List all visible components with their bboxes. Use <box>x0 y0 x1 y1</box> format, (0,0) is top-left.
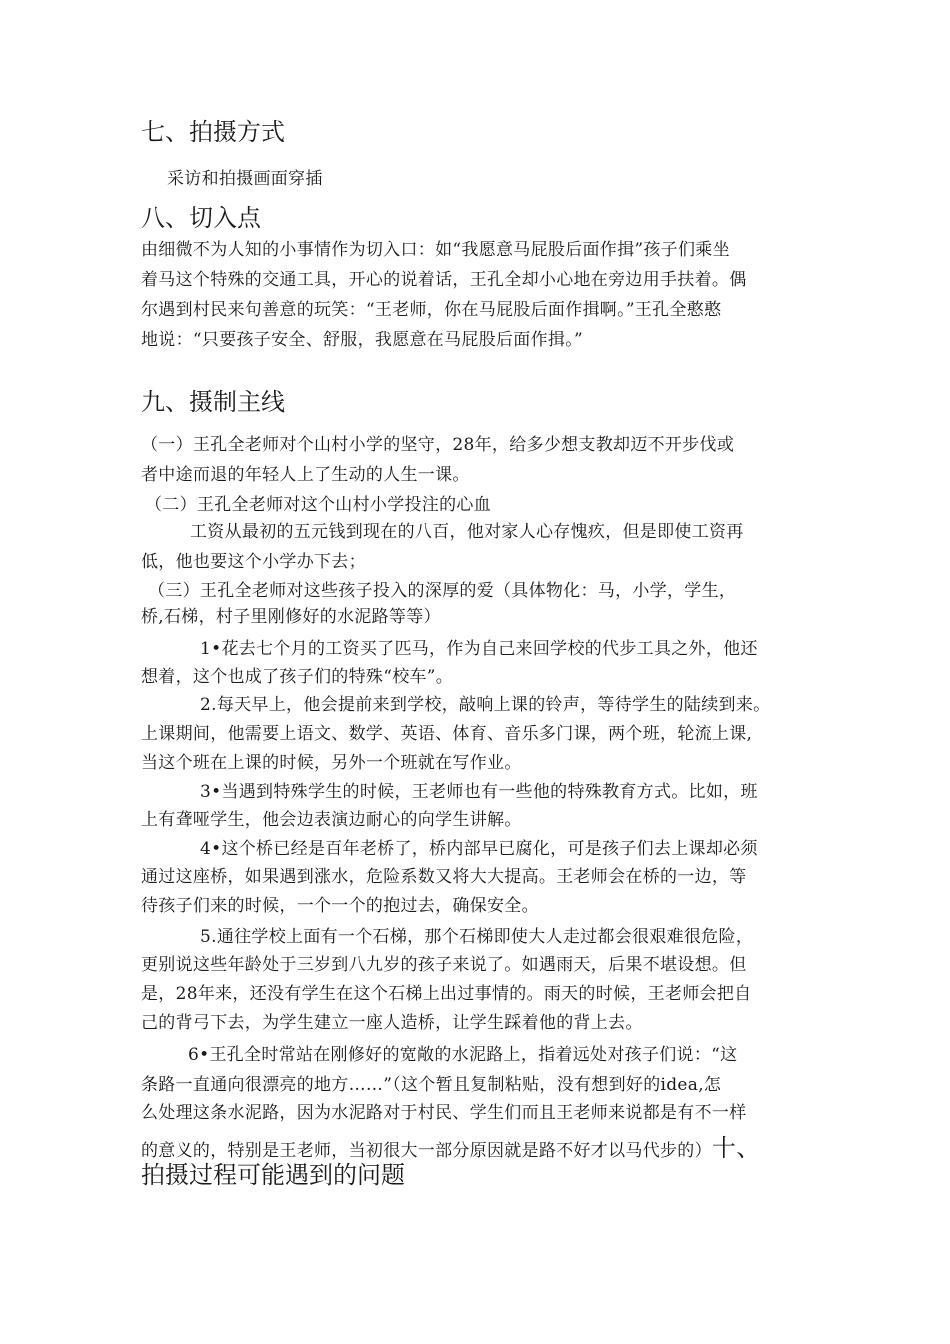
section-9-line: 己的背弓下去，为学生建立一座人造桥，让学生踩着他的背上去。 <box>141 1013 643 1033</box>
section-8-heading: 八、切入点 <box>141 204 261 232</box>
section-9-line: 想着，这个也成了孩子们的特殊“校车”。 <box>141 667 454 687</box>
section-9-line: 5.通往学校上面有一个石梯，那个石梯即使大人走过都会很艰难很危险， <box>200 927 754 947</box>
section-9-line: 的意义的，特别是王老师，当初很大一部分原因就是路不好才以马代步的） <box>141 1141 712 1161</box>
section-9-line: 上课期间，他需要上语文、数学、英语、体育、音乐多门课，两个班，轮流上课, <box>141 724 753 744</box>
section-10-heading-number: 十、 <box>711 1134 761 1162</box>
section-10-heading: 拍摄过程可能遇到的问题 <box>141 1161 405 1189</box>
section-9-line: 是，28年来，还没有学生在这个石梯上出过事情的。雨天的时候，王老师会把自 <box>141 984 752 1004</box>
section-9-line: 么处理这条水泥路，因为水泥路对于村民、学生们而且王老师来说都是有不一样 <box>141 1103 747 1123</box>
section-9-line: （二）王孔全老师对这个山村小学投注的心血 <box>145 495 491 515</box>
section-7-body: 采访和拍摄画面穿插 <box>167 169 323 189</box>
section-9-line: （一）王孔全老师对个山村小学的坚守，28年，给多少想支教却迈不开步伐或 <box>141 435 735 455</box>
section-9-line: 上有聋哑学生，他会边表演边耐心的向学生讲解。 <box>141 810 522 830</box>
section-9-line: 工资从最初的五元钱到现在的八百，他对家人心存愧疚，但是即使工资再 <box>190 522 744 542</box>
section-9-line: 3•当遇到特殊学生的时候，王老师也有一些他的特殊教育方式。比如，班 <box>200 782 758 802</box>
section-9-line: 待孩子们来的时候，一个一个的抱过去，确保安全。 <box>141 896 539 916</box>
section-8-line: 尔遇到村民来句善意的玩笑：“王老师，你在马屁股后面作揖啊。”王孔全憨憨 <box>141 300 722 320</box>
section-9-line: 1•花去七个月的工资买了匹马，作为自己来回学校的代步工具之外，他还 <box>200 639 758 659</box>
section-8-line: 由细微不为人知的小事情作为切入口：如“我愿意马屁股后面作揖”孩子们乘坐 <box>141 240 730 260</box>
section-9-line: 者中途而退的年轻人上了生动的人生一课。 <box>141 465 470 485</box>
section-9-line: 4•这个桥已经是百年老桥了，桥内部早已腐化，可是孩子们去上课却必须 <box>200 839 758 859</box>
section-9-line: 6•王孔全时常站在刚修好的宽敞的水泥路上，指着远处对孩子们说：“这 <box>188 1045 738 1065</box>
section-9-line: （三）王孔全老师对这些孩子投入的深厚的爱（具体物化：马，小学，学生， <box>148 581 737 601</box>
section-7-heading: 七、拍摄方式 <box>141 118 285 146</box>
section-9-line: 条路一直通向很漂亮的地方……”（这个暂且复制粘贴，没有想到好的idea,怎 <box>141 1075 722 1095</box>
section-9-line: 当这个班在上课的时候，另外一个班就在写作业。 <box>141 753 522 773</box>
section-9-line: 桥,石梯，村子里刚修好的水泥路等等） <box>141 607 441 627</box>
section-8-line: 着马这个特殊的交通工具，开心的说着话，王孔全却小心地在旁边用手扶着。偶 <box>141 270 747 290</box>
section-9-heading: 九、摄制主线 <box>141 388 285 416</box>
section-9-line: 2.每天早上，他会提前来到学校，敲响上课的铃声，等待学生的陆续到来。 <box>200 695 771 715</box>
section-9-line: 更别说这些年龄处于三岁到八九岁的孩子来说了。如遇雨天，后果不堪设想。但 <box>141 955 747 975</box>
section-9-line: 通过这座桥，如果遇到涨水，危险系数又将大大提高。王老师会在桥的一边，等 <box>141 867 747 887</box>
section-9-line: 低，他也要这个小学办下去； <box>141 552 366 572</box>
section-8-line: 地说：“只要孩子安全、舒服，我愿意在马屁股后面作揖。” <box>141 330 583 350</box>
